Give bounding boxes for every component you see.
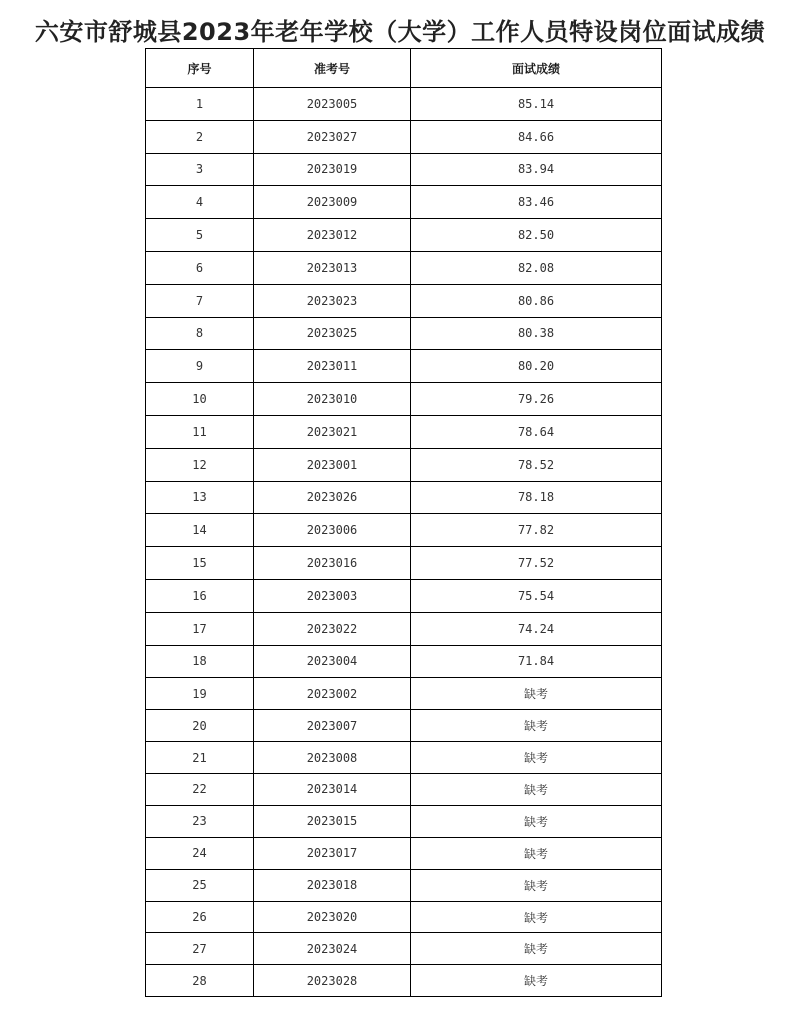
- table-row: [146, 742, 662, 774]
- table-row: [146, 284, 662, 317]
- interview-score-cell: 缺考: [411, 774, 662, 806]
- table-row: [146, 448, 662, 481]
- serial-number-cell: 2: [146, 120, 254, 153]
- exam-number-cell: 2023011: [254, 350, 411, 383]
- table-header-row: [146, 49, 662, 88]
- table-row: [146, 186, 662, 219]
- serial-number-cell: 15: [146, 547, 254, 580]
- table-row: [146, 901, 662, 933]
- exam-number-cell: 2023023: [254, 284, 411, 317]
- interview-score-cell: 79.26: [411, 383, 662, 416]
- serial-number-cell: 21: [146, 742, 254, 774]
- table-row: [146, 645, 662, 678]
- table-row: [146, 88, 662, 121]
- exam-number-cell: 2023026: [254, 481, 411, 514]
- serial-number-cell: 10: [146, 383, 254, 416]
- exam-number-cell: 2023007: [254, 710, 411, 742]
- exam-number-cell: 2023020: [254, 901, 411, 933]
- exam-number-cell: 2023004: [254, 645, 411, 678]
- interview-score-cell: 缺考: [411, 805, 662, 837]
- header-serial-number: 序号: [146, 49, 254, 88]
- interview-score-cell: 缺考: [411, 678, 662, 710]
- interview-score-cell: 77.82: [411, 514, 662, 547]
- table-row: [146, 383, 662, 416]
- serial-number-cell: 8: [146, 317, 254, 350]
- exam-number-cell: 2023024: [254, 933, 411, 965]
- exam-number-cell: 2023006: [254, 514, 411, 547]
- table-row: [146, 678, 662, 710]
- table-row: [146, 317, 662, 350]
- exam-number-cell: 2023009: [254, 186, 411, 219]
- interview-score-cell: 缺考: [411, 901, 662, 933]
- serial-number-cell: 17: [146, 612, 254, 645]
- exam-number-cell: 2023003: [254, 579, 411, 612]
- interview-score-cell: 77.52: [411, 547, 662, 580]
- interview-score-cell: 71.84: [411, 645, 662, 678]
- serial-number-cell: 20: [146, 710, 254, 742]
- interview-score-cell: 82.50: [411, 219, 662, 252]
- table-row: [146, 933, 662, 965]
- interview-score-cell: 缺考: [411, 837, 662, 869]
- exam-number-cell: 2023001: [254, 448, 411, 481]
- serial-number-cell: 1: [146, 88, 254, 121]
- interview-score-cell: 80.38: [411, 317, 662, 350]
- interview-score-cell: 74.24: [411, 612, 662, 645]
- table-row: [146, 547, 662, 580]
- serial-number-cell: 4: [146, 186, 254, 219]
- exam-number-cell: 2023012: [254, 219, 411, 252]
- serial-number-cell: 3: [146, 153, 254, 186]
- page-title: 六安市舒城县2023年老年学校（大学）工作人员特设岗位面试成绩: [34, 18, 766, 46]
- interview-score-cell: 84.66: [411, 120, 662, 153]
- serial-number-cell: 26: [146, 901, 254, 933]
- header-interview-score: 面试成绩: [411, 49, 662, 88]
- exam-number-cell: 2023028: [254, 965, 411, 997]
- interview-score-cell: 83.94: [411, 153, 662, 186]
- serial-number-cell: 11: [146, 415, 254, 448]
- table-row: [146, 251, 662, 284]
- interview-score-cell: 80.20: [411, 350, 662, 383]
- interview-score-cell: 缺考: [411, 710, 662, 742]
- serial-number-cell: 25: [146, 869, 254, 901]
- table-row: [146, 805, 662, 837]
- interview-score-cell: 82.08: [411, 251, 662, 284]
- serial-number-cell: 27: [146, 933, 254, 965]
- interview-score-cell: 缺考: [411, 933, 662, 965]
- interview-score-cell: 78.18: [411, 481, 662, 514]
- table-row: [146, 710, 662, 742]
- serial-number-cell: 22: [146, 774, 254, 806]
- serial-number-cell: 13: [146, 481, 254, 514]
- exam-number-cell: 2023019: [254, 153, 411, 186]
- exam-number-cell: 2023022: [254, 612, 411, 645]
- serial-number-cell: 28: [146, 965, 254, 997]
- interview-score-cell: 缺考: [411, 869, 662, 901]
- table-row: [146, 774, 662, 806]
- interview-score-cell: 83.46: [411, 186, 662, 219]
- header-exam-number: 准考号: [254, 49, 411, 88]
- table-body: [146, 88, 662, 997]
- exam-number-cell: 2023014: [254, 774, 411, 806]
- table-row: [146, 219, 662, 252]
- table-row: [146, 153, 662, 186]
- serial-number-cell: 5: [146, 219, 254, 252]
- interview-score-cell: 78.64: [411, 415, 662, 448]
- exam-number-cell: 2023016: [254, 547, 411, 580]
- serial-number-cell: 7: [146, 284, 254, 317]
- interview-score-cell: 缺考: [411, 742, 662, 774]
- interview-score-cell: 75.54: [411, 579, 662, 612]
- table-row: [146, 415, 662, 448]
- serial-number-cell: 14: [146, 514, 254, 547]
- exam-number-cell: 2023008: [254, 742, 411, 774]
- table-row: [146, 965, 662, 997]
- serial-number-cell: 16: [146, 579, 254, 612]
- exam-number-cell: 2023013: [254, 251, 411, 284]
- serial-number-cell: 23: [146, 805, 254, 837]
- interview-score-cell: 78.52: [411, 448, 662, 481]
- exam-number-cell: 2023017: [254, 837, 411, 869]
- table-row: [146, 350, 662, 383]
- serial-number-cell: 18: [146, 645, 254, 678]
- exam-number-cell: 2023010: [254, 383, 411, 416]
- table-row: [146, 514, 662, 547]
- serial-number-cell: 6: [146, 251, 254, 284]
- exam-number-cell: 2023015: [254, 805, 411, 837]
- serial-number-cell: 9: [146, 350, 254, 383]
- exam-number-cell: 2023005: [254, 88, 411, 121]
- exam-number-cell: 2023002: [254, 678, 411, 710]
- interview-score-cell: 80.86: [411, 284, 662, 317]
- table-row: [146, 579, 662, 612]
- interview-score-cell: 85.14: [411, 88, 662, 121]
- score-table: [145, 48, 662, 997]
- serial-number-cell: 24: [146, 837, 254, 869]
- table-row: [146, 120, 662, 153]
- exam-number-cell: 2023027: [254, 120, 411, 153]
- interview-score-cell: 缺考: [411, 965, 662, 997]
- serial-number-cell: 19: [146, 678, 254, 710]
- serial-number-cell: 12: [146, 448, 254, 481]
- exam-number-cell: 2023018: [254, 869, 411, 901]
- exam-number-cell: 2023021: [254, 415, 411, 448]
- table-row: [146, 612, 662, 645]
- table-row: [146, 869, 662, 901]
- table-row: [146, 837, 662, 869]
- table-row: [146, 481, 662, 514]
- exam-number-cell: 2023025: [254, 317, 411, 350]
